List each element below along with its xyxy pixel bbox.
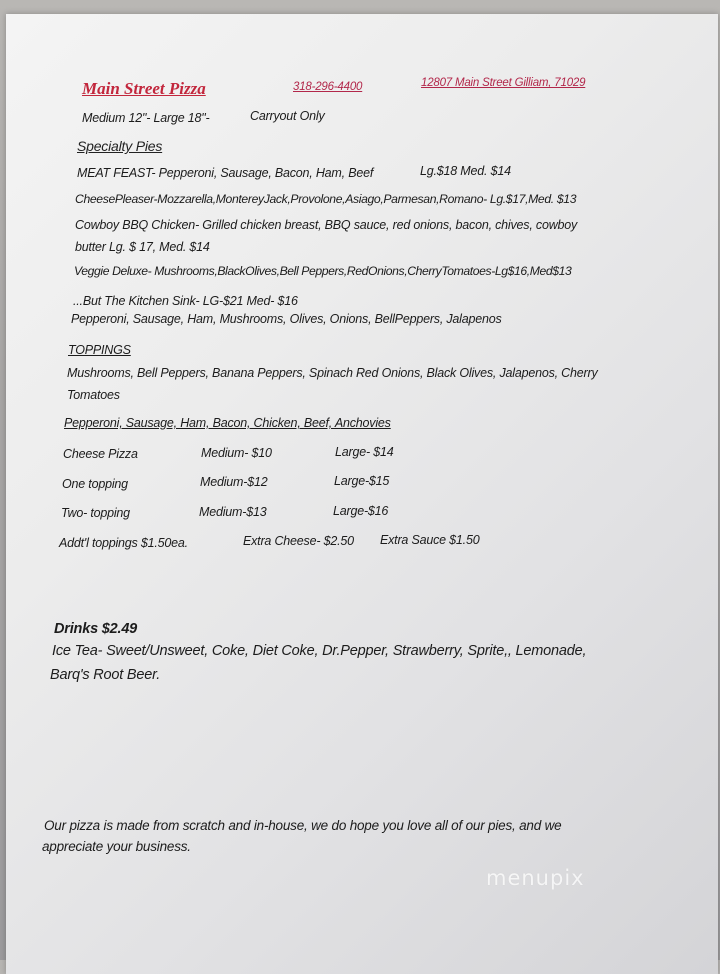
sizes-note: Medium 12"- Large 18"- [82,111,210,125]
addtl-toppings: Addt'l toppings $1.50ea. [59,536,188,550]
price-row-medium: Medium-$12 [200,475,268,489]
drinks-line1: Ice Tea- Sweet/Unsweet, Coke, Diet Coke, Dr.Pepper, Strawberry, Sprite,, Lemonade, [52,643,587,659]
menupix-watermark: menupix [486,866,585,890]
cowboy-bbq-line2: butter Lg. $ 17, Med. $14 [75,240,210,254]
price-row-medium: Medium-$13 [199,505,267,519]
toppings-meats: Pepperoni, Sausage, Ham, Bacon, Chicken, Beef, Anchovies [64,416,391,430]
price-row-large: Large-$16 [333,504,389,518]
drinks-heading: Drinks $2.49 [54,621,138,637]
kitchen-sink-line2: Pepperoni, Sausage, Ham, Mushrooms, Olives, Onions, BellPeppers, Jalapenos [71,312,502,326]
extra-cheese: Extra Cheese- $2.50 [243,534,354,548]
toppings-heading: TOPPINGS [68,343,131,357]
price-row-name: Cheese Pizza [63,447,138,461]
veggie-deluxe-item: Veggie Deluxe- Mushrooms,BlackOlives,Bell Peppers,RedOnions,CherryTomatoes-Lg$16,Med$13 [74,264,572,278]
extra-sauce: Extra Sauce $1.50 [380,533,480,547]
price-row-large: Large- $14 [335,445,394,459]
address[interactable]: 12807 Main Street Gilliam, 71029 [421,77,586,89]
footer-line1: Our pizza is made from scratch and in-house, we do hope you love all of our pies, and we [44,818,562,833]
price-row-name: Two- topping [61,506,130,520]
meat-feast-item: MEAT FEAST- Pepperoni, Sausage, Bacon, Ham, Beef [77,166,374,180]
drinks-line2: Barq's Root Beer. [50,667,161,683]
kitchen-sink-line1: ...But The Kitchen Sink- LG-$21 Med- $16 [73,294,298,308]
cowboy-bbq-line1: Cowboy BBQ Chicken- Grilled chicken breast, BBQ sauce, red onions, bacon, chives, cowboy [75,218,578,232]
toppings-veg-line1: Mushrooms, Bell Peppers, Banana Peppers, Spinach Red Onions, Black Olives, Jalapenos, Cherry [67,366,598,380]
price-row-medium: Medium- $10 [201,446,272,460]
price-row-name: One topping [62,477,128,491]
toppings-veg-line2: Tomatoes [67,388,120,402]
phone-number[interactable]: 318-296-4400 [293,81,363,93]
specialty-heading: Specialty Pies [77,138,163,154]
price-row-large: Large-$15 [334,474,390,488]
cheese-pleaser-item: CheesePleaser-Mozzarella,MontereyJack,Provolone,Asiago,Parmesan,Romano- Lg.$17,Med. $13 [75,192,577,206]
footer-line2: appreciate your business. [42,839,191,854]
carryout-note: Carryout Only [250,109,325,123]
restaurant-name: Main Street Pizza [82,79,206,98]
meat-feast-price: Lg.$18 Med. $14 [420,164,511,178]
